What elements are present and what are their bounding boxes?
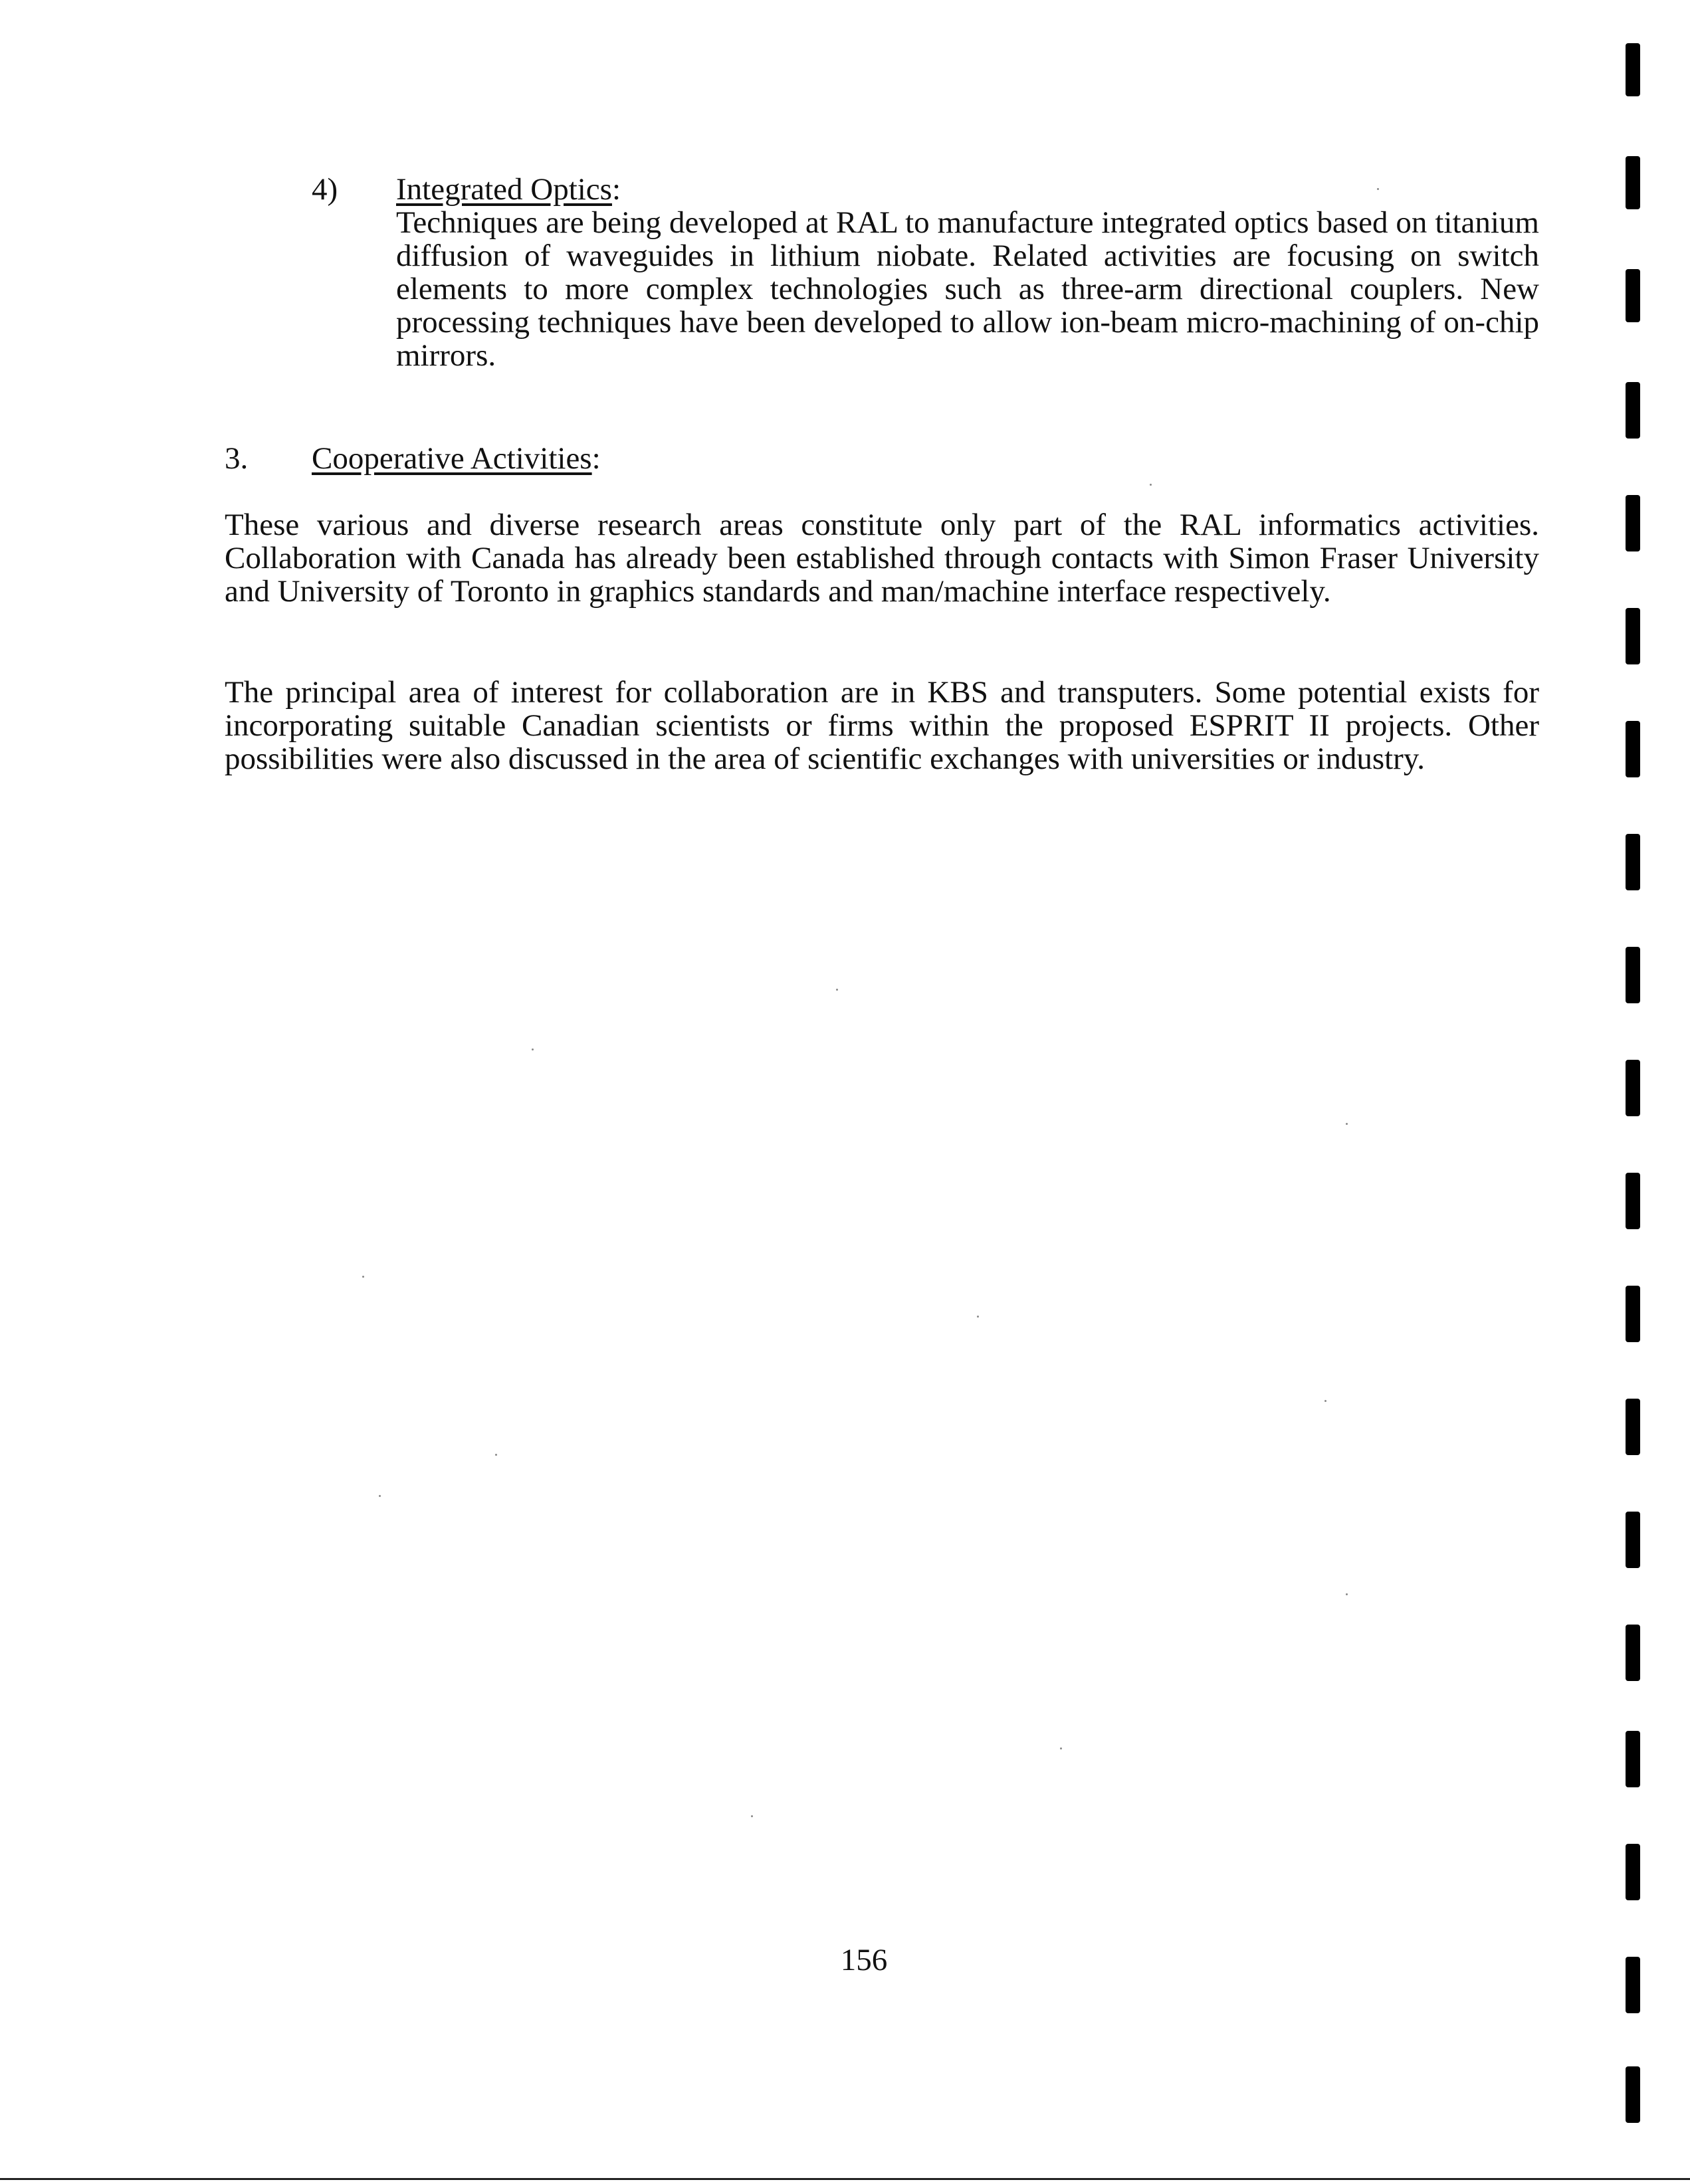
scan-speck — [1377, 188, 1379, 190]
binding-mark — [1626, 156, 1640, 209]
scan-speck — [532, 1048, 534, 1050]
binding-marks — [1611, 0, 1651, 2184]
binding-mark — [1626, 1173, 1640, 1229]
item-4-number: 4) — [312, 172, 338, 207]
page-number: 156 — [840, 1943, 888, 1977]
section-3-title: Cooperative Activities — [312, 441, 592, 476]
item-4-body: Techniques are being developed at RAL to manufacture integrated optics based on titanium diffusion of waveguides in lithium niobate. Related activities are focusing on switch elements to more complex technologies such as three-arm directional couplers. New processing techniques have been developed to allow ion-beam micro-machining of on-chip mirrors. — [396, 205, 1539, 373]
binding-mark — [1626, 721, 1640, 777]
item-4-heading — [396, 173, 621, 206]
binding-mark — [1626, 43, 1640, 96]
scan-speck — [836, 989, 838, 991]
binding-mark — [1626, 1625, 1640, 1681]
binding-mark — [1626, 1844, 1640, 1900]
item-4-title: Integrated Optics — [396, 172, 612, 207]
scan-speck — [751, 1815, 753, 1817]
binding-mark — [1626, 834, 1640, 890]
binding-mark — [1626, 2066, 1640, 2123]
scan-speck — [495, 1454, 497, 1456]
binding-mark — [1626, 1286, 1640, 1342]
scan-speck — [1150, 484, 1152, 486]
binding-mark — [1626, 1060, 1640, 1116]
binding-mark — [1626, 382, 1640, 439]
binding-mark — [1626, 947, 1640, 1003]
section-3-heading — [312, 442, 601, 475]
binding-mark — [1626, 1399, 1640, 1455]
scan-speck — [1346, 1593, 1348, 1595]
scan-speck — [1324, 1400, 1326, 1402]
binding-mark — [1626, 608, 1640, 664]
scan-speck — [1060, 1747, 1062, 1749]
section-3-number: 3. — [225, 441, 249, 476]
item-4-colon: : — [611, 172, 621, 207]
binding-mark — [1626, 1731, 1640, 1787]
page-bottom-edge — [0, 2178, 1690, 2180]
scan-speck — [1346, 1123, 1348, 1125]
binding-mark — [1626, 495, 1640, 551]
section-3-paragraph-1: These various and diverse research areas constitute only part of the RAL informatics activities. Collaboration with Canada has already been established through contacts with Simon Fraser University and University of Toronto in graphics standards and man/machine interface respectively. — [225, 508, 1539, 609]
binding-mark — [1626, 269, 1640, 322]
scan-speck — [379, 1495, 381, 1497]
binding-mark — [1626, 1512, 1640, 1568]
binding-mark — [1626, 1957, 1640, 2013]
section-3-paragraph-2: The principal area of interest for collaboration are in KBS and transputers. Some potential exists for incorporating suitable Canadian scientists or firms within the proposed ESPRIT II projects. Other possibilities were also discussed in the area of scientific exchanges with universities or industry. — [225, 675, 1539, 776]
scan-speck — [977, 1316, 979, 1318]
scan-speck — [362, 1276, 364, 1278]
section-3-colon: : — [591, 441, 601, 476]
